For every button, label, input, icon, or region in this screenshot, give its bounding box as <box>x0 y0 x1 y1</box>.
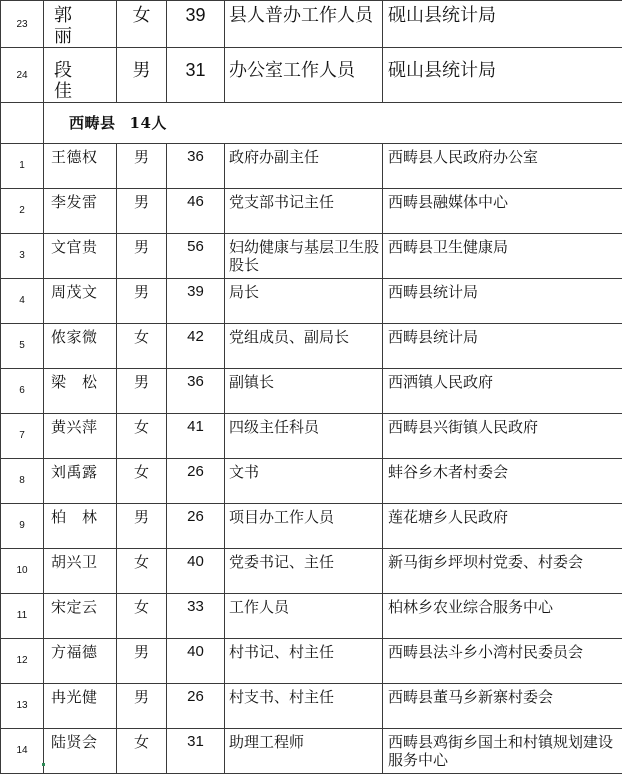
table-row <box>1 48 622 103</box>
row-age: 42 <box>167 324 225 369</box>
row-index: 7 <box>1 414 44 459</box>
row-name: 段 佳 <box>44 48 117 103</box>
table-row <box>1 234 622 279</box>
table-row <box>1 189 622 234</box>
row-unit: 西畴县兴街镇人民政府 <box>383 414 622 459</box>
row-sex: 女 <box>117 414 167 459</box>
row-sex: 女 <box>117 324 167 369</box>
table-row <box>1 1 622 48</box>
row-age: 26 <box>167 459 225 504</box>
row-age: 36 <box>167 144 225 189</box>
row-sex: 男 <box>117 279 167 324</box>
row-position: 副镇长 <box>225 369 383 414</box>
row-age: 31 <box>167 48 225 103</box>
row-unit: 西洒镇人民政府 <box>383 369 622 414</box>
table-row <box>1 459 622 504</box>
row-name: 郭 丽 <box>44 1 117 48</box>
row-name: 侬家微 <box>44 324 117 369</box>
row-sex: 男 <box>117 639 167 684</box>
table-row <box>1 369 622 414</box>
row-index: 1 <box>1 144 44 189</box>
row-name: 梁 松 <box>44 369 117 414</box>
row-age: 39 <box>167 279 225 324</box>
table-row <box>1 414 622 459</box>
row-name: 文官贵 <box>44 234 117 279</box>
row-unit: 柏林乡农业综合服务中心 <box>383 594 622 639</box>
row-sex: 男 <box>117 504 167 549</box>
row-age: 39 <box>167 1 225 48</box>
section-title <box>44 103 622 144</box>
row-unit: 西畴县董马乡新寨村委会 <box>383 684 622 729</box>
row-age: 40 <box>167 639 225 684</box>
row-name: 宋定云 <box>44 594 117 639</box>
row-index: 5 <box>1 324 44 369</box>
row-position: 县人普办工作人员 <box>225 1 383 48</box>
row-sex: 男 <box>117 684 167 729</box>
section-county: 西畴县 <box>69 114 116 132</box>
table-row <box>1 279 622 324</box>
table-row <box>1 639 622 684</box>
row-sex: 男 <box>117 189 167 234</box>
row-unit: 西畴县鸡街乡国土和村镇规划建设服务中心 <box>383 729 622 774</box>
row-sex: 女 <box>117 549 167 594</box>
section-count: 14人 <box>130 114 167 132</box>
row-index: 14 <box>1 729 44 774</box>
row-unit: 砚山县统计局 <box>383 1 622 48</box>
row-sex: 女 <box>117 459 167 504</box>
section-index-cell <box>1 103 44 144</box>
row-sex: 女 <box>117 1 167 48</box>
row-position: 党委书记、主任 <box>225 549 383 594</box>
row-index: 13 <box>1 684 44 729</box>
row-age: 26 <box>167 684 225 729</box>
row-name: 王德权 <box>44 144 117 189</box>
row-position: 文书 <box>225 459 383 504</box>
row-sex: 男 <box>117 48 167 103</box>
table-row <box>1 594 622 639</box>
row-age: 46 <box>167 189 225 234</box>
row-position: 党组成员、副局长 <box>225 324 383 369</box>
row-position: 政府办副主任 <box>225 144 383 189</box>
row-unit: 蚌谷乡木者村委会 <box>383 459 622 504</box>
row-index: 10 <box>1 549 44 594</box>
row-unit: 新马街乡坪坝村党委、村委会 <box>383 549 622 594</box>
row-position: 局长 <box>225 279 383 324</box>
table-row <box>1 144 622 189</box>
row-unit: 西畴县统计局 <box>383 324 622 369</box>
row-name: 柏 林 <box>44 504 117 549</box>
row-age: 56 <box>167 234 225 279</box>
row-name: 陆贤会 <box>44 729 117 774</box>
row-unit: 西畴县融媒体中心 <box>383 189 622 234</box>
row-index: 23 <box>1 1 44 48</box>
row-name: 胡兴卫 <box>44 549 117 594</box>
row-sex: 女 <box>117 594 167 639</box>
row-position: 妇幼健康与基层卫生股股长 <box>225 234 383 279</box>
row-unit: 西畴县统计局 <box>383 279 622 324</box>
row-age: 36 <box>167 369 225 414</box>
table-row <box>1 549 622 594</box>
row-age: 41 <box>167 414 225 459</box>
row-position: 项目办工作人员 <box>225 504 383 549</box>
row-name: 李发雷 <box>44 189 117 234</box>
row-index: 24 <box>1 48 44 103</box>
row-unit: 莲花塘乡人民政府 <box>383 504 622 549</box>
row-age: 33 <box>167 594 225 639</box>
row-sex: 男 <box>117 144 167 189</box>
row-unit: 西畴县人民政府办公室 <box>383 144 622 189</box>
row-sex: 男 <box>117 234 167 279</box>
cell-marker <box>42 763 45 766</box>
row-unit: 西畴县卫生健康局 <box>383 234 622 279</box>
section-header-row <box>1 103 622 144</box>
row-index: 11 <box>1 594 44 639</box>
row-sex: 女 <box>117 729 167 774</box>
row-unit: 西畴县法斗乡小湾村民委员会 <box>383 639 622 684</box>
row-position: 党支部书记主任 <box>225 189 383 234</box>
table-row <box>1 684 622 729</box>
row-position: 村书记、村主任 <box>225 639 383 684</box>
row-name: 黄兴萍 <box>44 414 117 459</box>
row-name: 刘禹露 <box>44 459 117 504</box>
row-index: 4 <box>1 279 44 324</box>
row-age: 40 <box>167 549 225 594</box>
row-unit: 砚山县统计局 <box>383 48 622 103</box>
table-row <box>1 324 622 369</box>
row-position: 助理工程师 <box>225 729 383 774</box>
row-index: 6 <box>1 369 44 414</box>
row-name: 方福德 <box>44 639 117 684</box>
row-position: 四级主任科员 <box>225 414 383 459</box>
row-index: 2 <box>1 189 44 234</box>
row-name: 冉光健 <box>44 684 117 729</box>
row-index: 8 <box>1 459 44 504</box>
row-age: 26 <box>167 504 225 549</box>
row-age: 31 <box>167 729 225 774</box>
row-index: 3 <box>1 234 44 279</box>
row-position: 村支书、村主任 <box>225 684 383 729</box>
table-row <box>1 504 622 549</box>
row-sex: 男 <box>117 369 167 414</box>
row-index: 9 <box>1 504 44 549</box>
row-position: 办公室工作人员 <box>225 48 383 103</box>
row-name: 周茂文 <box>44 279 117 324</box>
row-index: 12 <box>1 639 44 684</box>
row-position: 工作人员 <box>225 594 383 639</box>
